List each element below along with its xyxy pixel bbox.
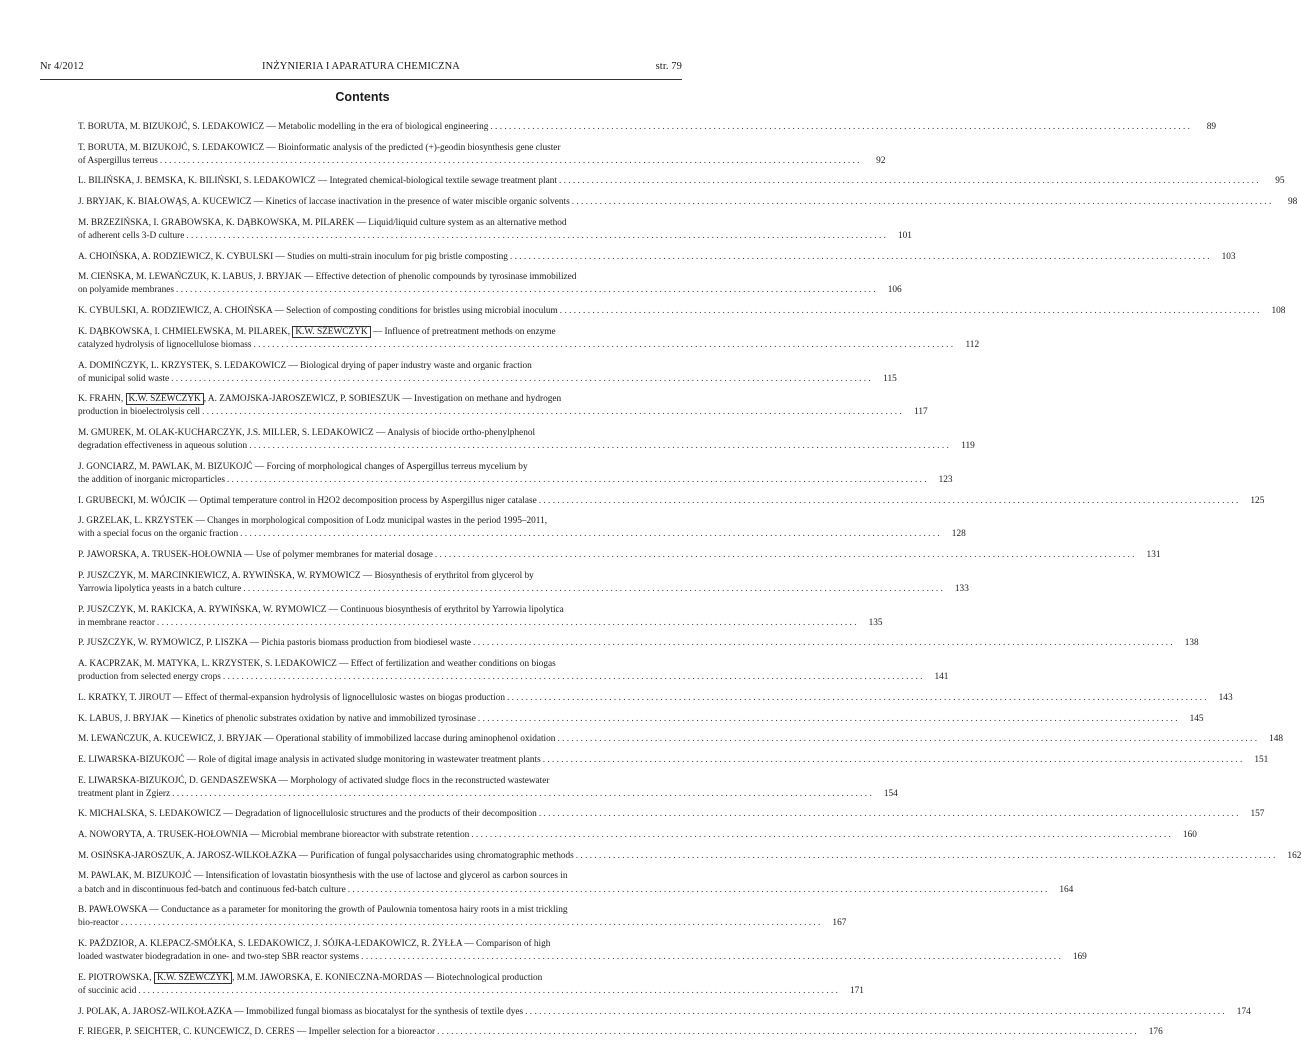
toc-entry-title: F. RIEGER, P. SEICHTER, C. KUNCEWICZ, D. CERES — Impeller selection for a bioreactor bbox=[78, 1027, 436, 1038]
toc-entry-title-text: , M.M. JAWORSKA, E. KONIECZNA-MORDAS — Biotechnological production bbox=[232, 972, 543, 983]
toc-entry[interactable] bbox=[78, 692, 1233, 705]
toc-entry-title bbox=[78, 972, 542, 984]
toc-entry-line bbox=[78, 788, 898, 801]
toc-entry-title-cont: of municipal solid waste bbox=[78, 373, 170, 384]
toc-entry[interactable] bbox=[78, 427, 975, 453]
toc-entry-title: M. GMUREK, M. OLAK-KUCHARCZYK, J.S. MILLER, S. LEDAKOWICZ — Analysis of biocide ortho-phenylphenol bbox=[78, 428, 536, 439]
toc-page-number: 108 bbox=[1271, 306, 1286, 317]
toc-page-number: 141 bbox=[934, 672, 949, 683]
toc-entry[interactable] bbox=[78, 305, 1286, 318]
toc-entry-line bbox=[78, 217, 655, 230]
toc-entry-line bbox=[78, 121, 1216, 134]
toc-entry-line bbox=[78, 617, 883, 630]
leader-dots bbox=[221, 671, 923, 684]
leader-dots bbox=[359, 951, 1061, 964]
toc-entry-line bbox=[78, 305, 1286, 318]
leader-dots bbox=[537, 495, 1239, 508]
toc-entry-title-cont: bio-reactor bbox=[78, 918, 119, 929]
toc-page-number: 174 bbox=[1236, 1006, 1251, 1017]
toc-entry-line bbox=[78, 904, 655, 917]
toc-entry-line bbox=[78, 850, 1301, 863]
toc-page-number: 154 bbox=[883, 788, 898, 799]
toc-entry-line bbox=[78, 271, 655, 284]
toc-entry-line bbox=[78, 474, 953, 487]
toc-page-number: 157 bbox=[1250, 809, 1265, 820]
toc-entry[interactable] bbox=[78, 121, 1216, 134]
toc-entry-title: E. LIWARSKA-BIZUKOJĆ — Role of digital image analysis in activated sludge monitoring in wastewater treatment plants bbox=[78, 754, 541, 765]
toc-entry[interactable] bbox=[78, 808, 1265, 821]
leader-dots bbox=[574, 850, 1276, 863]
toc-entry-line bbox=[78, 733, 1284, 746]
toc-entry-title-cont: loaded wastwater biodegradation in one- and two-step SBR reactor systems bbox=[78, 952, 360, 963]
toc-entry-title: T. BORUTA, M. BIZUKOJĆ, S. LEDAKOWICZ — Bioinformatic analysis of the predicted (+)-geodin biosynthesis gene cluster bbox=[78, 142, 561, 153]
toc-entry-authors: E. PIOTROWSKA, bbox=[78, 972, 154, 983]
toc-entry-title: P. JUSZCZYK, W. RYMOWICZ, P. LISZKA — Pichia pastoris biomass production from biodiesel waste bbox=[78, 638, 472, 649]
toc-page-number: 92 bbox=[876, 155, 886, 166]
toc-entry-line bbox=[78, 1026, 1163, 1039]
toc-entry-title: A. NOWORYTA, A. TRUSEK-HOŁOWNIA — Microbial membrane bioreactor with substrate retention bbox=[78, 830, 470, 841]
toc-entry-line bbox=[78, 196, 1298, 209]
toc-page-number: 135 bbox=[868, 617, 883, 628]
toc-entry-line bbox=[78, 284, 902, 297]
toc-entry[interactable] bbox=[78, 175, 1285, 188]
page-number: str. 79 bbox=[655, 61, 682, 72]
toc-entry-line bbox=[78, 985, 864, 998]
toc-entry-line bbox=[78, 754, 1269, 767]
toc-entry-title: K. CYBULSKI, A. RODZIEWICZ, A. CHOIŃSKA — Selection of composting conditions for bristles using microbial inoculum bbox=[78, 306, 558, 317]
boxed-author-name: K.W. SZEWCZYK bbox=[292, 326, 370, 338]
toc-entry-title: L. BILIŃSKA, J. BEMSKA, K. BILIŃSKI, S. LEDAKOWICZ — Integrated chemical-biological textile sewage treatment plant bbox=[78, 176, 557, 187]
toc-entry[interactable] bbox=[78, 972, 864, 998]
toc-entry-title: M. LEWAŃCZUK, A. KUCEWICZ, J. BRYJAK — Operational stability of immobilized laccase during aminophenol oxidation bbox=[78, 734, 556, 745]
toc-entry-line bbox=[78, 808, 1265, 821]
toc-entry-title: A. CHOIŃSKA, A. RODZIEWICZ, K. CYBULSKI — Studies on multi-strain inoculum for pig bristle composting bbox=[78, 251, 508, 262]
issue-number: Nr 4/2012 bbox=[40, 61, 84, 72]
toc-entry-line bbox=[78, 142, 655, 155]
toc-entry-line bbox=[78, 251, 1236, 264]
leader-dots bbox=[505, 692, 1207, 705]
toc-entry-title: I. GRUBECKI, M. WÓJCIK — Optimal temperature control in H2O2 decomposition process by Aspergillus niger catalase bbox=[78, 495, 537, 506]
toc-entry-line bbox=[78, 671, 949, 684]
toc-entry[interactable] bbox=[78, 549, 1161, 562]
leader-dots bbox=[471, 637, 1173, 650]
toc-entry[interactable] bbox=[78, 461, 953, 487]
toc-page-number: 103 bbox=[1221, 251, 1236, 262]
toc-entry-title-cont: treatment plant in Zgierz bbox=[78, 788, 171, 799]
toc-page-number: 145 bbox=[1189, 713, 1204, 724]
toc-entry-line bbox=[78, 175, 1285, 188]
toc-page-number: 138 bbox=[1184, 638, 1199, 649]
toc-entry-title: J. GONCIARZ, M. PAWLAK, M. BIZUKOJĆ — Forcing of morphological changes of Aspergillus terreus mycelium by bbox=[78, 461, 528, 472]
toc-entry-title: K. PAŹDZIOR, A. KLEPACZ-SMÓŁKA, S. LEDAKOWICZ, J. SÓJKA-LEDAKOWICZ, R. ŻYŁŁA — Comparison of high bbox=[78, 939, 551, 950]
toc-entry-line bbox=[78, 829, 1197, 842]
boxed-author-name: K.W. SZEWCZYK bbox=[154, 972, 232, 984]
toc-entry-title bbox=[78, 393, 561, 405]
leader-dots bbox=[184, 230, 886, 243]
leader-dots bbox=[169, 373, 871, 386]
leader-dots bbox=[225, 474, 927, 487]
toc-entry-title: A. KACPRZAK, M. MATYKA, L. KRZYSTEK, S. LEDAKOWICZ — Effect of fertilization and weather conditions on biogas bbox=[78, 659, 556, 670]
toc-entry-title-cont: in membrane reactor bbox=[78, 617, 155, 628]
toc-entry[interactable] bbox=[78, 938, 1087, 964]
toc-entry[interactable] bbox=[78, 393, 928, 419]
toc-entry-title: P. JAWORSKA, A. TRUSEK-HOŁOWNIA — Use of polymer membranes for material dosage bbox=[78, 550, 433, 561]
toc-page-number: 169 bbox=[1072, 952, 1087, 963]
table-of-contents bbox=[78, 121, 1301, 1047]
toc-page-number: 125 bbox=[1250, 495, 1265, 506]
leader-dots bbox=[155, 617, 857, 630]
toc-page-number: 162 bbox=[1287, 850, 1301, 861]
leader-dots bbox=[469, 829, 1171, 842]
toc-entry-title-cont: of Aspergillus terreus bbox=[78, 155, 158, 166]
toc-entry[interactable] bbox=[78, 495, 1265, 508]
toc-entry-title-cont: catalyzed hydrolysis of lignocellulose biomass bbox=[78, 339, 252, 350]
toc-page-number: 117 bbox=[914, 407, 928, 418]
toc-entry-line bbox=[78, 155, 886, 168]
toc-entry-title: B. PAWŁOWSKA — Conductance as a parameter for monitoring the growth of Paulownia tomentosa hairy roots in a mist trickling bbox=[78, 905, 568, 916]
leader-dots bbox=[238, 528, 940, 541]
toc-entry-line bbox=[78, 884, 1074, 897]
toc-entry[interactable] bbox=[78, 251, 1236, 264]
toc-entry-line bbox=[78, 870, 655, 883]
toc-entry-line bbox=[78, 339, 980, 352]
toc-entry-line bbox=[78, 360, 655, 373]
leader-dots bbox=[170, 788, 872, 801]
leader-dots bbox=[252, 339, 954, 352]
toc-entry-line bbox=[78, 406, 928, 419]
leader-dots bbox=[523, 1006, 1225, 1019]
toc-entry-title: K. MICHALSKA, S. LEDAKOWICZ — Degradation of lignocellulosic structures and the products of their decomposition bbox=[78, 809, 537, 820]
leader-dots bbox=[174, 284, 876, 297]
toc-entry-line bbox=[78, 692, 1233, 705]
toc-entry-title-text: — Influence of pretreatment methods on enzyme bbox=[370, 326, 556, 337]
toc-entry-line bbox=[78, 440, 975, 453]
leader-dots bbox=[555, 733, 1257, 746]
toc-entry[interactable] bbox=[78, 637, 1199, 650]
toc-entry-line bbox=[78, 972, 655, 985]
leader-dots bbox=[558, 305, 1260, 318]
toc-entry-line bbox=[78, 775, 655, 788]
toc-entry[interactable] bbox=[78, 733, 1284, 746]
toc-entry[interactable] bbox=[78, 658, 949, 684]
toc-page-number: 98 bbox=[1287, 197, 1298, 208]
toc-entry-title-text: , A. ZAMOJSKA-JAROSZEWICZ, P. SOBIESZUK — Investigation on methane and hydrogen bbox=[203, 394, 562, 405]
leader-dots bbox=[200, 406, 902, 419]
toc-page-number: 164 bbox=[1059, 884, 1074, 895]
toc-entry[interactable] bbox=[78, 570, 969, 596]
toc-entry-title-cont: of succinic acid bbox=[78, 985, 137, 996]
toc-entry[interactable] bbox=[78, 904, 847, 930]
toc-entry[interactable] bbox=[78, 870, 1074, 896]
leader-dots bbox=[433, 549, 1135, 562]
toc-entry-title: J. GRZELAK, L. KRZYSTEK — Changes in morphological composition of Lodz municipal wastes in the period 1995–2011, bbox=[78, 516, 548, 527]
leader-dots bbox=[570, 196, 1272, 209]
toc-entry[interactable] bbox=[78, 775, 898, 801]
toc-entry[interactable] bbox=[78, 271, 902, 297]
toc-entry-authors: K. FRAHN, bbox=[78, 394, 126, 405]
toc-entry-title: M. PAWLAK, M. BIZUKOJĆ — Intensification of lovastatin biosynthesis with the use of lactose and glycerol as carbon sources in bbox=[78, 871, 568, 882]
toc-entry-title-cont: Yarrowia lipolytica yeasts in a batch culture bbox=[78, 583, 242, 594]
toc-entry-title: M. OSIŃSKA-JAROSZUK, A. JAROSZ-WILKOŁAZKA — Purification of fungal polysaccharides using chromatographic methods bbox=[78, 850, 574, 861]
toc-entry-title: M. BRZEZIŃSKA, I. GRABOWSKA, K. DĄBKOWSKA, M. PILAREK — Liquid/liquid culture system as an alternative method bbox=[78, 217, 567, 228]
toc-page-number: 133 bbox=[954, 583, 969, 594]
toc-page-number: 106 bbox=[887, 285, 902, 296]
toc-page-number: 131 bbox=[1146, 550, 1161, 561]
toc-entry-line bbox=[78, 917, 847, 930]
toc-entry-line bbox=[78, 515, 655, 528]
toc-page-number: 171 bbox=[849, 985, 864, 996]
toc-entry-title-cont: degradation effectiveness in aqueous solution bbox=[78, 441, 248, 452]
toc-entry[interactable] bbox=[78, 1026, 1163, 1039]
toc-entry-title: J. POLAK, A. JAROSZ-WILKOŁAZKA — Immobilized fungal biomass as biocatalyst for the synthesis of textile dyes bbox=[78, 1006, 524, 1017]
toc-entry[interactable] bbox=[78, 829, 1197, 842]
toc-entry[interactable] bbox=[78, 326, 980, 352]
toc-entry-line bbox=[78, 637, 1199, 650]
toc-page-number: 176 bbox=[1148, 1027, 1163, 1038]
toc-entry-line bbox=[78, 1006, 1251, 1019]
contents-heading: Contents bbox=[335, 90, 390, 104]
toc-entry-title: E. LIWARSKA-BIZUKOJĆ, D. GENDASZEWSKA — Morphology of activated sludge flocs in the reconstructed wastewater bbox=[78, 775, 550, 786]
toc-entry-line bbox=[78, 495, 1265, 508]
toc-page-number: 123 bbox=[938, 475, 953, 485]
toc-entry-line bbox=[78, 938, 655, 951]
toc-entry-title-cont: the addition of inorganic microparticles bbox=[78, 475, 225, 485]
toc-entry-title bbox=[78, 326, 556, 338]
toc-entry-line bbox=[78, 230, 912, 243]
toc-entry-title-cont: of adherent cells 3-D culture bbox=[78, 230, 185, 241]
leader-dots bbox=[247, 440, 949, 453]
toc-entry-title-cont: a batch and in discontinuous fed-batch and continuous fed-batch culture bbox=[78, 884, 346, 895]
toc-entry-line bbox=[78, 461, 655, 474]
leader-dots bbox=[435, 1026, 1137, 1039]
toc-entry-line bbox=[78, 393, 655, 406]
toc-entry-line bbox=[78, 713, 1204, 726]
toc-entry[interactable] bbox=[78, 196, 1298, 209]
leader-dots bbox=[119, 917, 821, 930]
toc-entry[interactable] bbox=[78, 754, 1269, 767]
toc-entry-line bbox=[78, 951, 1087, 964]
toc-page-number: 115 bbox=[883, 373, 897, 384]
toc-page-number: 112 bbox=[965, 339, 980, 350]
toc-page-number: 128 bbox=[951, 529, 966, 540]
toc-entry-title-cont: production in bioelectrolysis cell bbox=[78, 407, 201, 418]
toc-entry[interactable] bbox=[78, 515, 966, 541]
boxed-author-name: K.W. SZEWCZYK bbox=[126, 393, 204, 405]
toc-entry-title: K. LABUS, J. BRYJAK — Kinetics of phenolic substrates oxidation by native and immobilized tyrosinase bbox=[78, 713, 476, 724]
toc-entry[interactable] bbox=[78, 713, 1204, 726]
toc-page-number: 143 bbox=[1218, 692, 1233, 703]
header-rule bbox=[40, 79, 682, 80]
leader-dots bbox=[508, 251, 1210, 264]
toc-entry-title: L. KRATKY, T. JIROUT — Effect of thermal-expansion hydrolysis of lignocellulosic wastes on biogas production bbox=[78, 692, 505, 703]
toc-page-number: 148 bbox=[1269, 734, 1284, 745]
toc-entry-title: A. DOMIŃCZYK, L. KRZYSTEK, S. LEDAKOWICZ — Biological drying of paper industry waste and organic fraction bbox=[78, 360, 532, 371]
toc-entry[interactable] bbox=[78, 217, 912, 243]
toc-entry-line bbox=[78, 583, 969, 596]
toc-entry[interactable] bbox=[78, 142, 886, 168]
toc-entry-line bbox=[78, 528, 966, 541]
toc-page-number: 89 bbox=[1206, 122, 1216, 132]
toc-entry-line bbox=[78, 427, 655, 440]
toc-page-number: 95 bbox=[1275, 176, 1285, 187]
toc-entry[interactable] bbox=[78, 360, 897, 386]
leader-dots bbox=[557, 175, 1259, 188]
toc-entry-line bbox=[78, 549, 1161, 562]
leader-dots bbox=[476, 713, 1178, 726]
toc-entry-line bbox=[78, 326, 655, 339]
toc-entry[interactable] bbox=[78, 604, 883, 630]
toc-entry-title-cont: with a special focus on the organic fraction bbox=[78, 529, 239, 540]
leader-dots bbox=[537, 808, 1239, 821]
leader-dots bbox=[541, 754, 1243, 767]
leader-dots bbox=[241, 583, 943, 596]
toc-entry-line bbox=[78, 373, 897, 386]
toc-page-number: 119 bbox=[961, 441, 975, 452]
toc-entry-authors: K. DĄBKOWSKA, I. CHMIELEWSKA, M. PILAREK, bbox=[78, 326, 293, 337]
toc-page-number: 167 bbox=[832, 918, 847, 929]
toc-entry-title: T. BORUTA, M. BIZUKOJĆ, S. LEDAKOWICZ — Metabolic modelling in the era of biological engineering bbox=[78, 122, 489, 132]
toc-page-number: 151 bbox=[1254, 754, 1269, 765]
leader-dots bbox=[488, 121, 1190, 134]
toc-entry[interactable] bbox=[78, 1006, 1251, 1019]
toc-entry-title: P. JUSZCZYK, M. RAKICKA, A. RYWIŃSKA, W. RYMOWICZ — Continuous biosynthesis of erythritol by Yarrowia lipolytica bbox=[78, 604, 564, 615]
toc-entry-title: P. JUSZCZYK, M. MARCINKIEWICZ, A. RYWIŃSKA, W. RYMOWICZ — Biosynthesis of erythritol from glycerol by bbox=[78, 570, 534, 581]
toc-entry-title: M. CIEŃSKA, M. LEWAŃCZUK, K. LABUS, J. BRYJAK — Effective detection of phenolic compounds by tyrosinase immobilized bbox=[78, 272, 577, 283]
leader-dots bbox=[158, 155, 860, 168]
toc-entry[interactable] bbox=[78, 850, 1301, 863]
leader-dots bbox=[136, 985, 838, 998]
journal-title: INŻYNIERIA I APARATURA CHEMICZNA bbox=[262, 61, 460, 72]
toc-entry-line bbox=[78, 658, 655, 671]
toc-page-number: 101 bbox=[898, 230, 912, 241]
running-header bbox=[40, 61, 682, 72]
toc-entry-line bbox=[78, 570, 655, 583]
toc-entry-title-cont: on polyamide membranes bbox=[78, 285, 175, 296]
toc-entry-title-cont: production from selected energy crops bbox=[78, 672, 221, 683]
leader-dots bbox=[346, 884, 1048, 897]
toc-entry-line bbox=[78, 604, 655, 617]
toc-entry-title: J. BRYJAK, K. BIAŁOWĄS, A. KUCEWICZ — Kinetics of laccase inactivation in the presence of water miscible organic solvents bbox=[78, 197, 570, 208]
toc-page-number: 160 bbox=[1182, 830, 1197, 841]
